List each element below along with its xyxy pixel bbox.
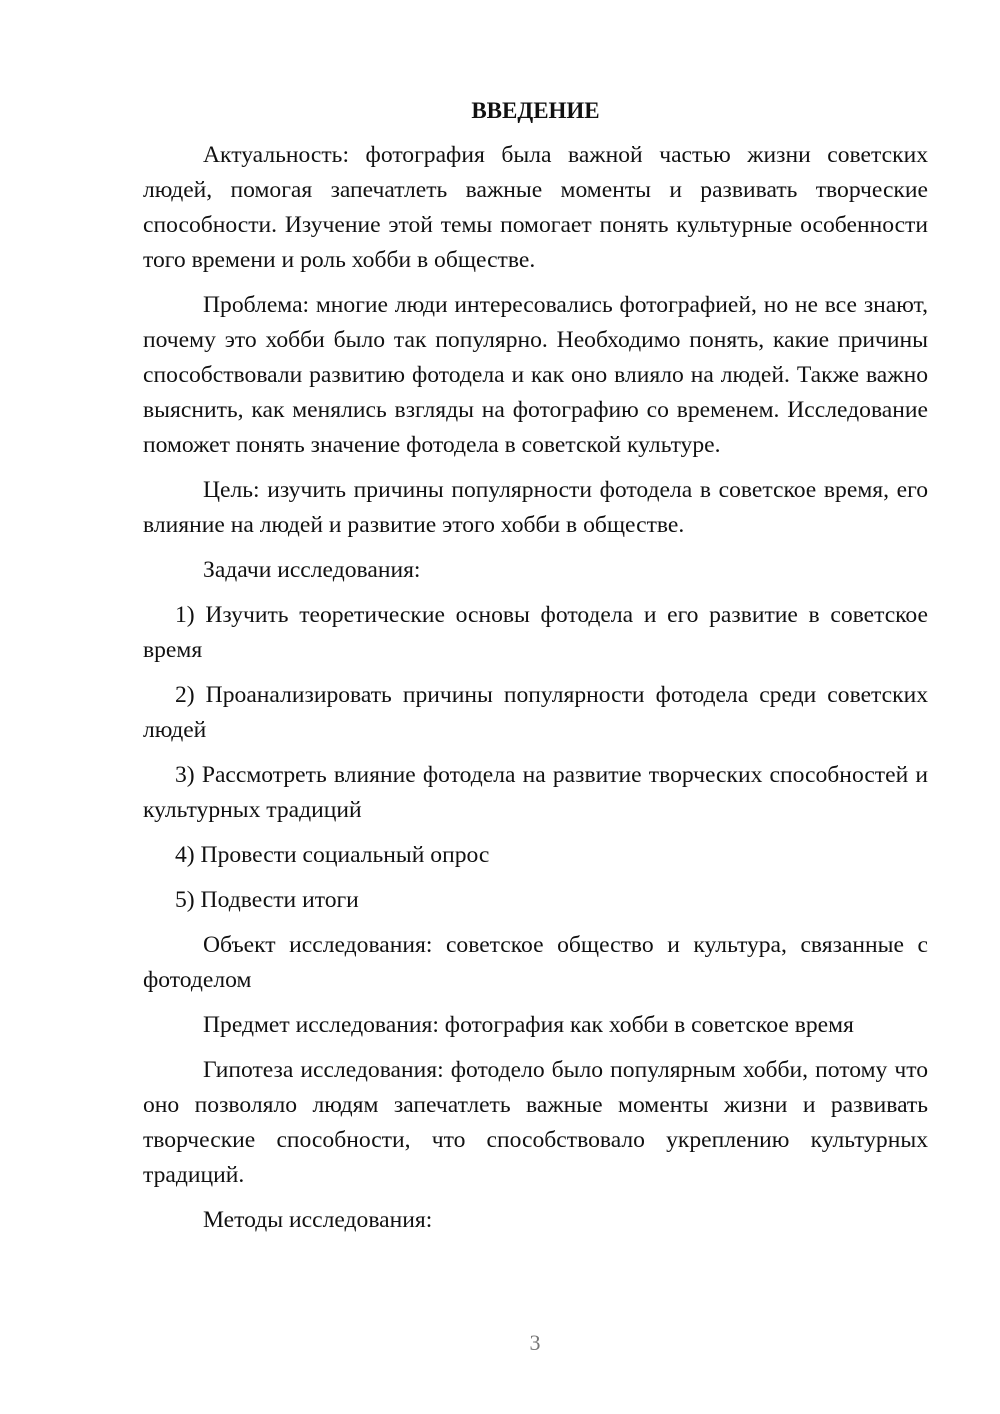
page-content [143,93,928,1248]
task-item-1: 1) Изучить теоретические основы фотодела и его развитие в советское время [143,602,928,663]
page-number: 3 [529,1330,541,1355]
tasks-heading: Задачи исследования: [203,557,421,583]
problem-paragraph: Проблема: многие люди интересовались фотографией, но не все знают, почему это хобби было так популярно. Необходимо понять, какие причины способствовали развитию фотодела и как оно влияло на людей. Также важно выяснить, как менялись взгляды на фотографию со временем. Исследование поможет понять значение фотодела в советской культуре. [143,292,928,458]
methods-heading: Методы исследования: [203,1207,433,1233]
relevance-paragraph: Актуальность: фотография была важной частью жизни советских людей, помогая запечатлеть важные моменты и развивать творческие способности. Изучение этой темы помогает понять культурные особенности того времени и роль хобби в обществе. [143,142,928,273]
subject-paragraph: Предмет исследования: фотография как хобби в советское время [203,1012,854,1038]
goal-paragraph: Цель: изучить причины популярности фотодела в советское время, его влияние на людей и развитие этого хобби в обществе. [143,477,928,538]
task-item-2: 2) Проанализировать причины популярности фотодела среди советских людей [143,682,928,743]
task-item-4: 4) Провести социальный опрос [175,842,490,868]
task-item-3: 3) Рассмотреть влияние фотодела на развитие творческих способностей и культурных традиций [143,762,928,823]
section-title: ВВЕДЕНИЕ [471,98,600,123]
object-paragraph: Объект исследования: советское общество и культура, связанные с фотоделом [143,932,928,993]
task-item-5: 5) Подвести итоги [175,887,359,913]
hypothesis-paragraph: Гипотеза исследования: фотодело было популярным хобби, потому что оно позволяло людям запечатлеть важные моменты жизни и развивать творческие способности, что способствовало укреплению культурных традиций. [143,1057,928,1188]
